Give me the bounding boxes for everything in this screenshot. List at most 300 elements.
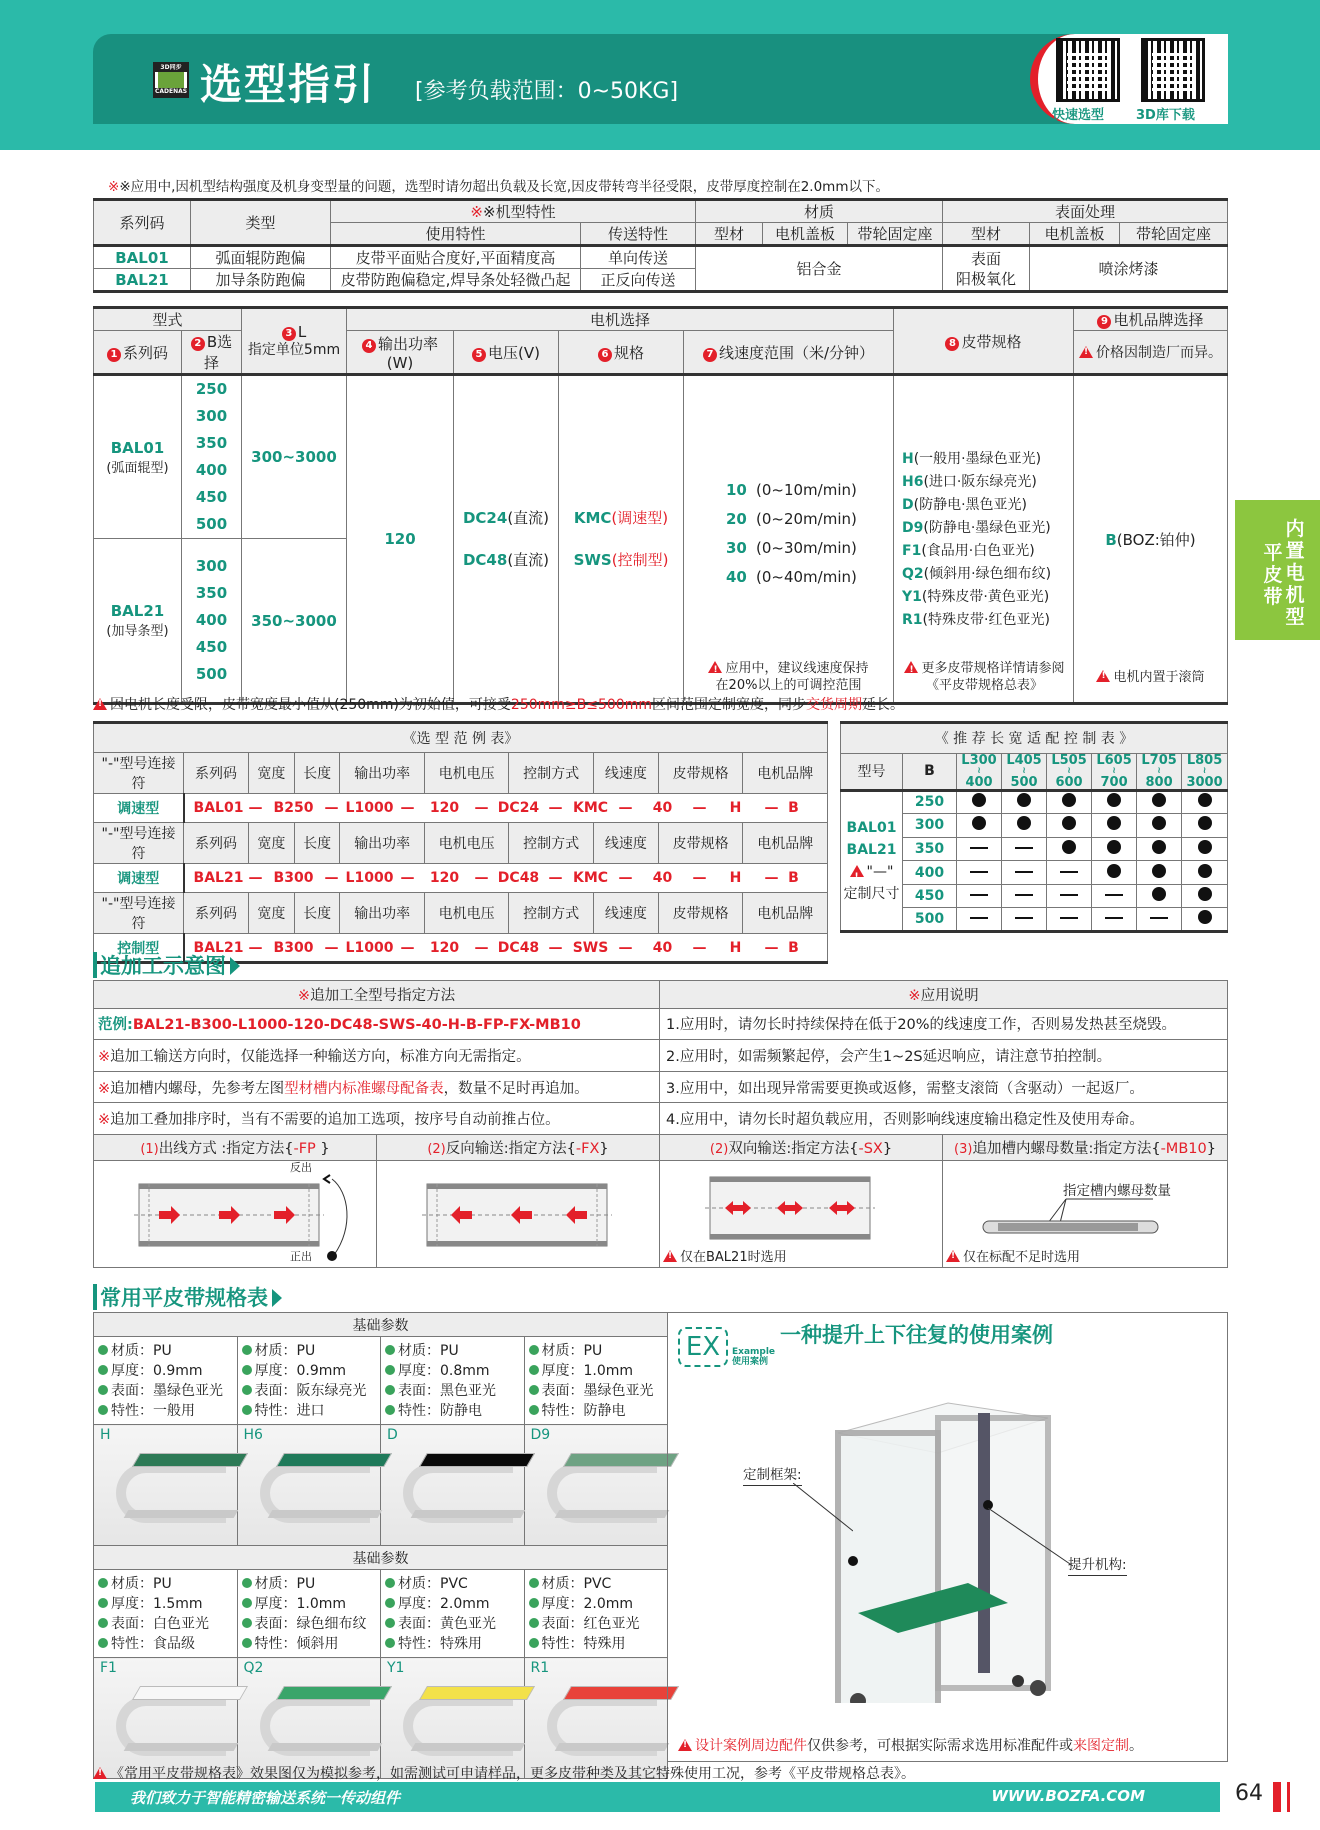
example-model-code <box>184 864 828 893</box>
chevron-right-icon <box>272 1289 282 1307</box>
th-example: 长度 <box>294 753 340 794</box>
belt-params <box>524 1570 668 1658</box>
filled-circle-icon <box>1107 864 1121 878</box>
series-desc: (弧面辊型) <box>106 460 169 476</box>
fit-available-cell <box>1182 908 1228 932</box>
th-l-range <box>1002 753 1047 790</box>
usage-note: 1.应用时，请勿长时持续保持在低于20%的线速度工作，否则易发热甚至烧毁。 <box>660 1008 1228 1040</box>
dash-icon <box>1060 917 1078 919</box>
th-text: 电压(V) <box>488 343 540 362</box>
cell-surface-other: 喷涂烤漆 <box>1030 246 1228 292</box>
mb-label: 指定槽内螺母数量 <box>1063 1183 1171 1199</box>
param-value: 0.8mm <box>440 1362 490 1379</box>
th-motor-cover: 电机盖板 <box>763 223 848 246</box>
spec-option[interactable] <box>561 497 681 539</box>
belt-surface <box>132 1686 248 1700</box>
page-marker-line <box>1287 1782 1290 1812</box>
fp-forward-label: 正出 <box>290 1250 312 1263</box>
model-part: DC48 <box>497 870 540 886</box>
range-sep: ≀ <box>1157 765 1161 776</box>
fit-available-cell <box>1092 861 1137 885</box>
fit-custom-cell <box>1047 908 1092 932</box>
b-option[interactable]: 450 <box>195 638 228 656</box>
bullet-icon <box>242 1598 252 1608</box>
l-to: 600 <box>1055 774 1083 790</box>
separator: — <box>324 939 339 956</box>
belt-option[interactable] <box>902 494 1071 517</box>
model-part: H <box>729 800 742 816</box>
param-key: 材质： <box>111 1575 153 1592</box>
b-option[interactable]: 250 <box>195 380 228 398</box>
param-value: 墨绿色亚光 <box>153 1382 223 1399</box>
belt-option[interactable] <box>902 540 1071 563</box>
option-label: 双向输送:指定方法{ <box>728 1141 859 1157</box>
belt-surface <box>562 1453 678 1467</box>
usage-note: 3.应用中，如出现异常需要更换或返修，需整支滚筒（含驱动）一起返厂。 <box>660 1071 1228 1103</box>
cell-type: 加导条防跑偏 <box>191 269 331 292</box>
series-code: BAL01 <box>110 438 165 457</box>
option-sx-header <box>660 1135 943 1161</box>
dash-icon <box>1150 917 1168 919</box>
qr-code-quick-select[interactable] <box>1056 38 1120 102</box>
series-desc: (加导条型) <box>106 624 169 639</box>
fit-custom-cell <box>1002 837 1047 861</box>
example-table <box>93 721 828 964</box>
cell-speed <box>684 375 894 704</box>
speed-option[interactable] <box>726 534 891 563</box>
l-to: 400 <box>965 774 993 790</box>
warning-icon <box>850 865 864 877</box>
th-text: 规格 <box>613 343 644 362</box>
qr-label: 快速选型 <box>1052 108 1105 123</box>
dash-icon <box>1105 894 1123 896</box>
model-code: BAL21 <box>846 841 897 858</box>
cell-series: BAL01 <box>94 246 191 269</box>
separator: — <box>618 870 633 886</box>
addon-example <box>94 1008 660 1040</box>
frame-label: 定制框架: <box>743 1463 802 1486</box>
fit-available-cell <box>1002 814 1047 838</box>
param-key: 厚度： <box>541 1595 584 1612</box>
separator: — <box>248 939 263 956</box>
th-text: 输出功率(W) <box>377 334 438 372</box>
th-model: 型号 <box>841 753 903 790</box>
th-example: 电机电压 <box>424 753 508 794</box>
belt-params <box>381 1570 525 1658</box>
cell-l-bal21: 350~3000 <box>242 539 347 704</box>
belt-image-cell <box>94 1425 238 1546</box>
belt-surface <box>275 1453 391 1467</box>
model-part: B250 <box>273 800 314 816</box>
option-code: 10 <box>726 481 747 499</box>
model-part: L1000 <box>345 870 394 886</box>
fit-custom-cell <box>1092 884 1137 908</box>
table-row <box>94 246 1228 269</box>
voltage-option[interactable] <box>456 539 556 581</box>
separator: — <box>618 939 633 956</box>
belt-base <box>554 1743 669 1751</box>
fp-diagram <box>94 1161 377 1268</box>
bullet-icon <box>98 1578 108 1588</box>
param-key: 表面： <box>398 1382 440 1399</box>
speed-option[interactable] <box>726 505 891 534</box>
separator: — <box>324 870 339 886</box>
example-row <box>94 864 828 893</box>
footer-url[interactable]: WWW.BOZFA.COM <box>991 1787 1145 1805</box>
b-option[interactable]: 350 <box>195 434 228 452</box>
filled-circle-icon <box>972 793 986 807</box>
bullet-icon <box>98 1618 108 1628</box>
th-example: 输出功率 <box>340 823 424 864</box>
dash-icon <box>1015 871 1033 873</box>
dash-icon <box>970 871 988 873</box>
spec-table <box>93 198 1228 293</box>
speed-note <box>704 660 873 694</box>
cell-transfer: 单向传送 <box>581 246 696 269</box>
param-value: 1.0mm <box>583 1362 634 1379</box>
footer-bar <box>95 1782 1220 1812</box>
param-key: 厚度： <box>111 1595 153 1612</box>
belt-image-cell <box>237 1658 381 1779</box>
cell-belt <box>894 375 1074 704</box>
th-addon-method <box>94 981 660 1009</box>
lift-frame-illustration <box>818 1383 1148 1703</box>
brand-note <box>1082 666 1219 685</box>
example-badge: EX <box>678 1327 728 1367</box>
cell-series-bal21 <box>94 539 182 704</box>
example-case-note <box>678 1735 1143 1755</box>
filled-circle-icon <box>1198 864 1212 878</box>
model-part: DC48 <box>497 939 540 956</box>
b-option[interactable]: 300 <box>195 557 228 575</box>
step-number: 9 <box>1097 315 1111 329</box>
cell-series-bal01 <box>94 375 182 539</box>
th-example: 宽度 <box>249 893 295 934</box>
option-code: -FP <box>293 1141 316 1157</box>
cadenas-logo <box>153 62 189 98</box>
param-key: 材质： <box>111 1342 153 1359</box>
filled-circle-icon <box>1152 793 1166 807</box>
step-number: 3 <box>282 327 296 341</box>
voltage-option[interactable] <box>456 497 556 539</box>
warning-icon <box>1079 346 1093 358</box>
b-value: 250 <box>903 790 957 814</box>
option-desc: (0~40m/min) <box>756 568 857 586</box>
bullet-icon <box>529 1345 539 1355</box>
logo-icon <box>158 72 184 88</box>
filled-circle-icon <box>1198 910 1212 924</box>
option-code: -SX <box>858 1141 883 1157</box>
b-option[interactable]: 400 <box>195 611 228 629</box>
fit-table-title: 《 推 荐 长 宽 适 配 控 制 表 》 <box>841 723 1228 754</box>
model-part: 40 <box>652 870 673 886</box>
th-example: 电机品牌 <box>743 893 828 934</box>
model-part: BAL01 <box>193 800 244 816</box>
belt-param-material <box>529 1341 664 1361</box>
warning-icon <box>678 1739 692 1751</box>
belt-option[interactable] <box>902 586 1071 609</box>
mark-text: "—" <box>866 863 894 880</box>
b-option[interactable]: 450 <box>195 488 228 506</box>
bullet-icon <box>98 1385 108 1395</box>
belt-param-material <box>242 1574 377 1594</box>
leader-line <box>988 1508 1078 1568</box>
th-l-range <box>1137 753 1182 790</box>
b-option[interactable]: 300 <box>195 407 228 425</box>
fit-available-cell <box>1182 861 1228 885</box>
fit-row <box>841 790 1228 814</box>
cell-power: 120 <box>347 375 454 704</box>
l-from: L405 <box>1006 752 1042 768</box>
note-text: 延长。 <box>861 697 904 713</box>
option-num: (2) <box>427 1142 446 1157</box>
fit-custom-cell <box>1002 908 1047 932</box>
param-value: 阪东绿亮光 <box>296 1382 367 1399</box>
l-to: 3000 <box>1186 774 1223 790</box>
param-value: 黄色亚光 <box>440 1615 496 1632</box>
conveyor-fx-diagram <box>422 1167 622 1262</box>
range-sep: ≀ <box>977 765 981 776</box>
bullet-icon <box>529 1638 539 1648</box>
l-from: L505 <box>1051 752 1087 768</box>
bullet-icon <box>385 1578 395 1588</box>
section-heading-addon <box>93 950 240 980</box>
param-value: PU <box>153 1575 172 1592</box>
belt-surface <box>419 1453 535 1467</box>
example-code: BAL21-B300-L1000-120-DC48-SWS-40-H-B-FP-FX-MB10 <box>132 1017 581 1034</box>
th-example: 皮带规格 <box>658 753 742 794</box>
range-sep: ≀ <box>1112 765 1116 776</box>
warning-icon <box>663 1250 677 1262</box>
belt-param-feature <box>529 1401 664 1421</box>
belt-sample-image <box>96 1445 235 1545</box>
belt-param-thickness <box>529 1594 664 1614</box>
param-key: 表面： <box>541 1615 584 1632</box>
leader-line <box>793 1483 853 1533</box>
th-example: 系列码 <box>184 893 249 934</box>
custom-mark <box>843 861 900 883</box>
badge-en: Example <box>732 1347 776 1357</box>
range-sep: ≀ <box>1022 765 1026 776</box>
th-text: 线速度范围（米/分钟） <box>718 343 875 362</box>
profile-nut-diagram <box>978 1191 1178 1251</box>
dash-icon <box>970 917 988 919</box>
belt-base <box>267 1510 382 1518</box>
param-value: 1.0mm <box>296 1595 347 1612</box>
cell-b-bal21 <box>182 539 242 704</box>
option-close: } <box>599 1141 609 1157</box>
belt-note <box>904 660 1065 694</box>
th-example: 控制方式 <box>509 823 593 864</box>
note-text: 因电机长度受限，皮带宽度最小值从(250mm)为初始值，可接受 <box>110 697 511 713</box>
cell-transfer: 正反向传送 <box>581 269 696 292</box>
table-row <box>94 1071 1228 1103</box>
example-badge-sub <box>732 1347 775 1367</box>
fit-custom-cell <box>957 884 1002 908</box>
fit-custom-cell <box>957 908 1002 932</box>
l-to: 700 <box>1100 774 1128 790</box>
th-profile: 型材 <box>943 223 1030 246</box>
side-tab[interactable] <box>1235 500 1320 640</box>
belt-param-material <box>529 1574 664 1594</box>
dash-icon <box>1015 917 1033 919</box>
bullet-icon <box>385 1638 395 1648</box>
param-value: 进口 <box>296 1402 325 1419</box>
mark: ※ <box>908 987 921 1004</box>
bullet-icon <box>385 1618 395 1628</box>
nut-table-link[interactable]: 型材槽内标准螺母配备表 <box>284 1080 444 1097</box>
param-key: 厚度： <box>254 1362 297 1379</box>
section-title: 追加工示意图 <box>100 954 226 978</box>
separator: — <box>764 939 779 956</box>
belt-surface <box>419 1686 535 1700</box>
note-highlight: 250mm≥B≤500mm <box>510 697 652 713</box>
bullet-icon <box>529 1578 539 1588</box>
filled-circle-icon <box>1198 816 1212 830</box>
l-from: L705 <box>1141 752 1177 768</box>
belt-option[interactable] <box>902 471 1071 494</box>
b-value: 400 <box>903 861 957 885</box>
option-desc: (BOZ:铂仲) <box>1116 530 1196 549</box>
param-key: 特性： <box>254 1635 297 1652</box>
table-row <box>94 1040 1228 1072</box>
belt-param-thickness <box>385 1594 520 1614</box>
belt-param-surface <box>98 1614 233 1634</box>
b-option[interactable]: 500 <box>195 665 228 683</box>
note-highlight: 交货周期 <box>805 697 862 713</box>
option-code: KMC <box>573 509 612 527</box>
option-code: 20 <box>726 510 747 528</box>
option-desc: (调速型) <box>611 509 669 527</box>
fit-available-cell <box>957 790 1002 814</box>
param-value: PVC <box>583 1575 612 1592</box>
fit-available-cell <box>1182 837 1228 861</box>
belt-sample-image <box>383 1445 522 1545</box>
model-part: L1000 <box>345 939 394 956</box>
l-to: 800 <box>1145 774 1173 790</box>
fit-available-cell <box>1137 837 1182 861</box>
option-code: R1 <box>902 612 923 628</box>
usage-note: 4.应用中，请勿长时超负载应用，否则影响线速度输出稳定性及使用寿命。 <box>660 1103 1228 1135</box>
fp-reverse-label: 反出 <box>290 1161 312 1174</box>
belt-code: D <box>387 1427 398 1443</box>
th-example: 宽度 <box>249 753 295 794</box>
th-l-range <box>1092 753 1137 790</box>
th-example: 线速度 <box>593 823 658 864</box>
filled-circle-icon <box>1198 793 1212 807</box>
th-example: 长度 <box>294 823 340 864</box>
qr-code-3d-download[interactable] <box>1141 38 1205 102</box>
note-text: 追加工输送方向时，仅能选择一种输送方向，标准方向无需指定。 <box>110 1048 531 1065</box>
b-value: 350 <box>903 837 957 861</box>
separator: — <box>248 800 263 816</box>
note-text: 仅在标配不足时选用 <box>963 1250 1081 1265</box>
top-notice: ※※应用中,因机型结构强度及机身变型量的问题，选型时请勿超出负载及长宽,因皮带转弯半径受限，皮带厚度控制在2.0mm以下。 <box>108 179 889 195</box>
param-value: 绿色细布纹 <box>296 1615 367 1632</box>
th-example: "-"型号连接符 <box>94 823 184 864</box>
spec-option[interactable] <box>561 539 681 581</box>
belt-param-feature <box>385 1634 520 1654</box>
th-material: 材质 <box>696 200 943 223</box>
option-label: 出线方式 :指定方法{ <box>158 1141 294 1157</box>
belt-option[interactable] <box>902 448 1071 471</box>
belt-option[interactable] <box>902 563 1071 586</box>
belt-sample-image <box>240 1445 379 1545</box>
speed-option[interactable] <box>726 563 891 592</box>
param-key: 特性： <box>398 1635 440 1652</box>
th-example: 线速度 <box>593 753 658 794</box>
option-code: -FX <box>575 1141 600 1157</box>
th-spec <box>559 331 684 375</box>
b-option[interactable]: 400 <box>195 461 228 479</box>
belt-param-thickness <box>385 1361 520 1381</box>
lift-label: 提升机构: <box>1068 1553 1127 1576</box>
th-text: 追加工全型号指定方法 <box>310 987 456 1004</box>
example-model-code <box>184 794 828 823</box>
bullet-icon <box>98 1365 108 1375</box>
separator: — <box>548 939 563 956</box>
filled-circle-icon <box>1062 793 1076 807</box>
b-option[interactable]: 500 <box>195 515 228 533</box>
option-code: -MB10 <box>1160 1141 1207 1157</box>
cell-usage: 皮带防跑偏稳定,焊导条处轻微凸起 <box>331 269 581 292</box>
belt-params <box>94 1570 238 1658</box>
belt-params <box>94 1337 238 1425</box>
model-part: DC24 <box>497 800 540 816</box>
dash-icon <box>1015 847 1033 849</box>
speed-option[interactable] <box>726 476 891 505</box>
section-bar-icon <box>93 952 97 978</box>
badge-cn: 使用案例 <box>732 1357 769 1367</box>
conveyor-fp-diagram <box>134 1167 354 1262</box>
example-type: 调速型 <box>94 794 184 823</box>
option-close: } <box>315 1141 330 1157</box>
belt-option[interactable] <box>902 609 1071 632</box>
fit-available-cell <box>1092 814 1137 838</box>
filled-circle-icon <box>972 816 986 830</box>
brand-option[interactable] <box>1076 529 1225 550</box>
bullet-icon <box>385 1405 395 1415</box>
fit-custom-cell <box>1047 861 1092 885</box>
belt-params <box>524 1337 668 1425</box>
fit-custom-cell <box>957 861 1002 885</box>
b-option[interactable]: 350 <box>195 584 228 602</box>
filled-circle-icon <box>1107 793 1121 807</box>
param-value: 特殊用 <box>440 1635 482 1652</box>
th-example: 长度 <box>294 893 340 934</box>
th-text: 系列码 <box>122 343 168 362</box>
th-speed <box>684 331 894 375</box>
separator: — <box>764 870 779 886</box>
step-number: 6 <box>598 348 612 362</box>
th-motor: 电机选择 <box>347 308 894 331</box>
example-label: 范例: <box>98 1017 133 1034</box>
example-table-title: 《选 型 范 例 表》 <box>94 723 828 753</box>
th-series: 系列码 <box>94 200 191 246</box>
option-desc: (食品用·白色亚光) <box>921 543 1035 559</box>
model-part: KMC <box>572 870 609 886</box>
bullet-icon <box>242 1638 252 1648</box>
range-sep: ≀ <box>1067 765 1071 776</box>
th-example: 电机品牌 <box>743 753 828 794</box>
belt-option[interactable] <box>902 517 1071 540</box>
separator: — <box>692 870 707 886</box>
warning-icon <box>1096 670 1110 682</box>
belt-param-feature <box>242 1401 377 1421</box>
separator: — <box>400 800 415 816</box>
model-part: 40 <box>652 939 673 956</box>
separator: — <box>764 800 779 816</box>
